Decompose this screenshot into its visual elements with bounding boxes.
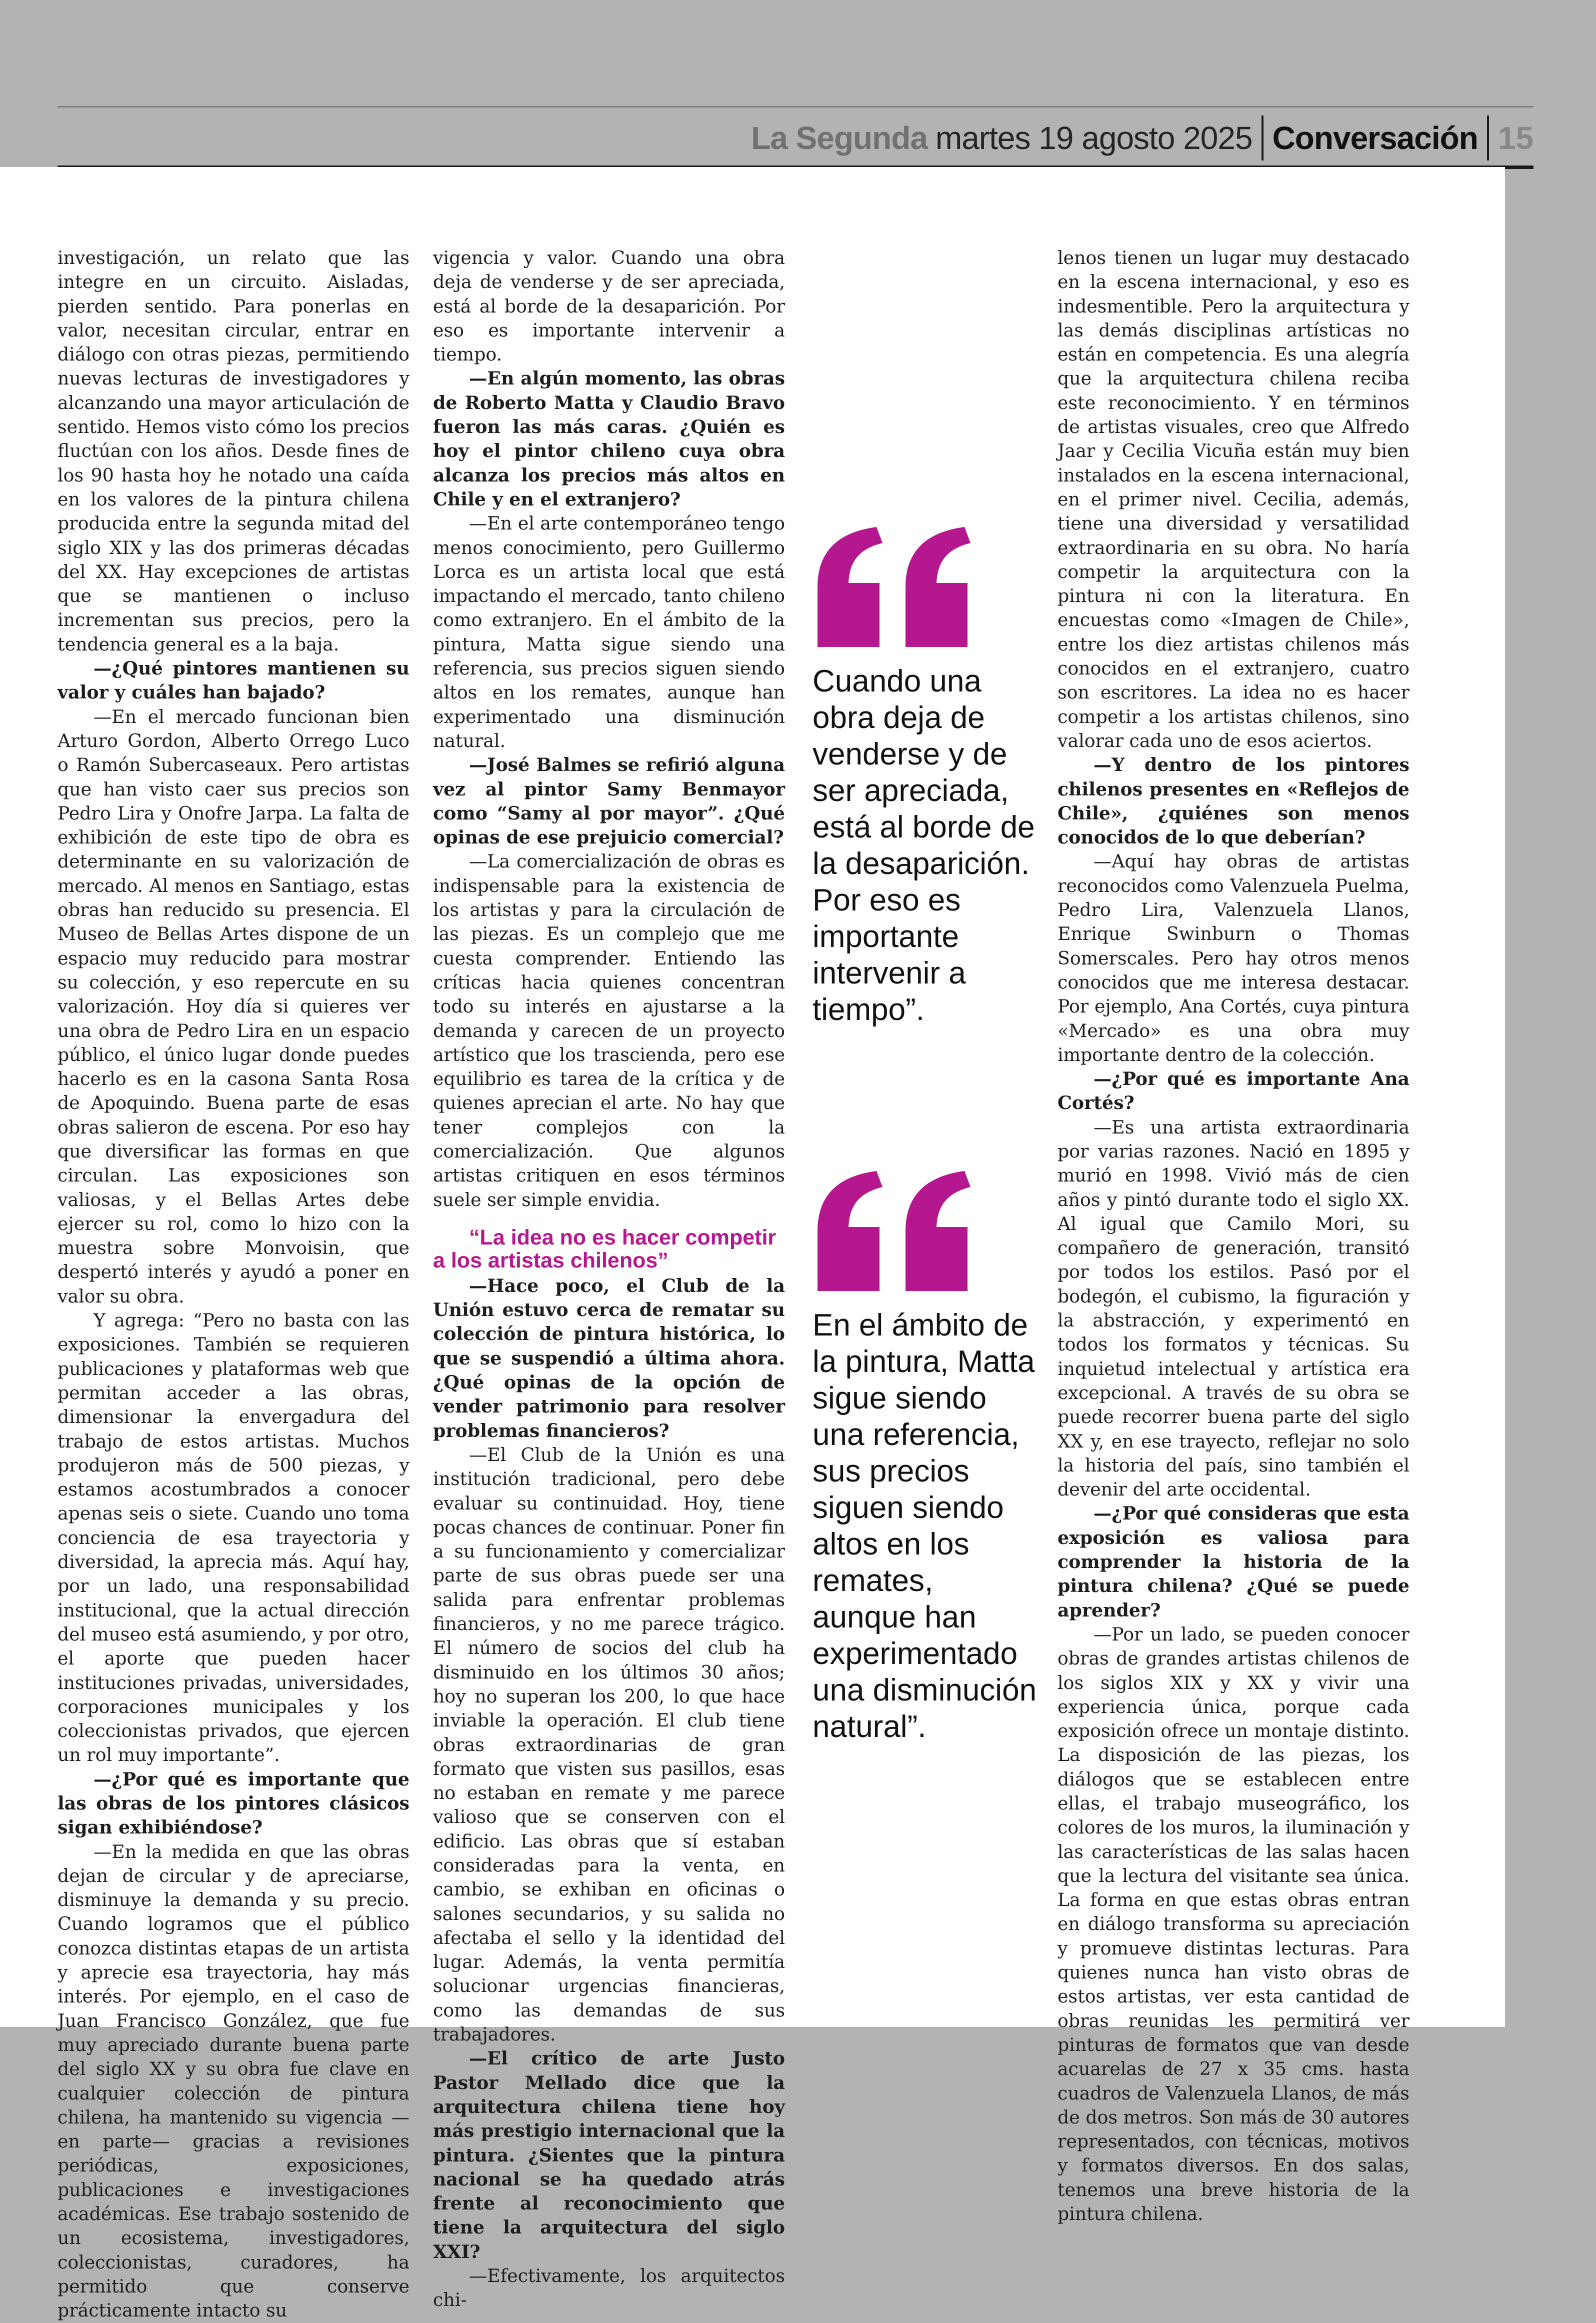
- article-paragraph: —Es una artista extraordinaria por varias razones. Nació en 1895 y murió en 1998. Vivió más de cien años y pintó durante todo el siglo XX. Al igual que Camilo Mori, su compañero de generación, transitó por todos los estilos. Pasó por el bodegón, el cubismo, la figuración y la abstracción, y experimentó en todos los formatos y técnicas. Su inquietud intelectual y artística era excepcional. A través de su obra se puede recorrer buena parte del siglo XX y, en ese trayecto, reflejar no solo la historia del país, sino también el devenir del arte occidental.: [1058, 1116, 1410, 1500]
- article-paragraph: lenos tienen un lugar muy destacado en la escena internacional, y eso es indesmentible. Pero la arquitectura y las demás disciplinas artísticas no están en competencia. Es una alegría que la arquitectura chilena reciba este reconocimiento. Y en términos de artistas visuales, creo que Alfredo Jaar y Cecilia Vicuña están muy bien instalados en la escena internacional, en el primer nivel. Cecilia, además, tiene una diversidad y versatilidad extraordinaria en su obra. No haría competir la arquitectura con la pintura ni con la literatura. En encuestas como «Imagen de Chile», entre los diez artistas chilenos más conocidos en el extranjero, cuatro son escritores. La idea no es hacer competir a los artistas chilenos, sino valorar cada uno de esos aciertos.: [1058, 247, 1410, 752]
- pull-quote-2: [812, 1171, 1042, 1745]
- article-paragraph: —La comercialización de obras es indispensable para la existencia de los artistas y para la circulación de las piezas. Es un complejo que me cuesta comprender. Entiendo las críticas hacia quienes concentran todo su interés en ajustarse a la demanda y carecen de un proyecto artístico que los trascienda, pero ese equilibrio es tarea de la crítica y de quienes aprecian el arte. No hay que tener complejos con la comercialización. Que algunos artistas critiquen en esos términos suele ser simple envidia.: [433, 850, 785, 1210]
- header-separator: [1487, 116, 1489, 160]
- article-paragraph: —Efectivamente, los arquitectos chi-: [433, 2265, 785, 2311]
- quote-mark-icon: [812, 527, 978, 647]
- article-column-2: [433, 246, 785, 2312]
- article-column-3: [1058, 246, 1410, 2226]
- article-paragraph: —En la medida en que las obras dejan de circular y de apreciarse, disminuye la demanda y su precio. Cuando logramos que el público conozca distintas etapas de un artista y aprecie esa trayectoria, hay más interés. Por ejemplo, en el caso de Juan Francisco González, que fue muy apreciado durante buena parte del siglo XX y su obra fue clave en cualquier colección de pintura chilena, ha mantenido su vigencia —en parte— gracias a revisiones periódicas, exposiciones, publicaciones e investigaciones académicas. Ese trabajo sostenido de un ecosistema, investigadores, coleccionistas, curadores, ha permitido que conserve prácticamente intacto su: [58, 1840, 410, 2322]
- article-paragraph: —En el arte contemporáneo tengo menos conocimiento, pero Guillermo Lorca es un artista local que está impactando el mercado, tanto chileno como extranjero. En el ámbito de la pintura, Matta sigue siendo una referencia, sus precios siguen siendo altos en los remates, aunque han experimentado una disminución natural.: [433, 512, 785, 752]
- page-number: 15: [1498, 120, 1534, 156]
- newspaper-name: La Segunda: [751, 120, 928, 156]
- article-page: [0, 167, 1505, 2322]
- quote-mark-icon: [812, 1171, 978, 1291]
- section-subheading: “La idea no es hacer competir a los artistas chilenos”: [433, 1225, 776, 1272]
- issue-date: martes 19 agosto 2025: [935, 120, 1252, 156]
- interview-question: —José Balmes se refirió alguna vez al pintor Samy Benmayor como “Samy al por mayor”. ¿Qué opinas de ese prejuicio comercial?: [433, 754, 785, 848]
- interview-question: —¿Por qué es importante que las obras de los pintores clásicos sigan exhibiéndose?: [58, 1768, 410, 1838]
- article-paragraph: vigencia y valor. Cuando una obra deja de venderse y de ser apreciada, está al borde de la desaparición. Por eso es importante intervenir a tiempo.: [433, 247, 785, 366]
- interview-question: —Y dentro de los pintores chilenos presentes en «Reflejos de Chile», ¿quiénes son menos conocidos de lo que deberían?: [1058, 754, 1410, 848]
- header-separator: [1262, 116, 1264, 160]
- pull-quote-1: [812, 527, 1042, 1028]
- article-paragraph: —El Club de la Unión es una institución tradicional, pero debe evaluar su continuidad. Hoy, tiene pocas chances de continuar. Poner fin a su funcionamiento y comercializar parte de sus obras puede ser una salida para enfrentar problemas financieros, y no me parece trágico. El número de socios del club ha disminuido en los últimos 30 años; hoy no superan los 200, lo que hace inviable la operación. El club tiene obras extraordinarias de gran formato que visten sus pasillos, esas no estaban en remate y me parece valioso que se conserven con el edificio. Las obras que sí estaban consideradas para la venta, en cambio, se exhiban en oficinas o salones secundarios, y su salida no afectaba el sello y la identidad del lugar. Además, la venta permitía solucionar urgencias financieras, como las demandas de sus trabajadores.: [433, 1444, 785, 2046]
- interview-question: —En algún momento, las obras de Roberto Matta y Claudio Bravo fueron las más caras. ¿Quién es hoy el pintor chileno cuya obra alcanza los precios más altos en Chile y en el extranjero?: [433, 368, 785, 510]
- interview-question: —¿Qué pintores mantienen su valor y cuáles han bajado?: [58, 658, 410, 704]
- page-header: [58, 106, 1534, 167]
- article-column-1: [58, 246, 410, 2323]
- interview-question: —¿Por qué consideras que esta exposición es valiosa para comprender la historia de la pintura chilena? ¿Qué se puede aprender?: [1058, 1502, 1410, 1621]
- interview-question: —El crítico de arte Justo Pastor Mellado dice que la arquitectura chilena tiene hoy más prestigio internacional que la pintura. ¿Sientes que la pintura nacional se ha quedado atrás frente al reconocimiento que tiene la arquitectura del siglo XXI?: [433, 2048, 785, 2262]
- article-paragraph: —En el mercado funcionan bien Arturo Gordon, Alberto Orrego Luco o Ramón Subercaseaux. Pero artistas que han visto caer sus precios son Pedro Lira y Onofre Jarpa. La falta de exhibición de este tipo de obra es determinante en su valorización de mercado. Al menos en Santiago, estas obras han reducido su presencia. El Museo de Bellas Artes dispone de un espacio muy reducido para mostrar su colección, y eso repercute en su valorización. Hoy día si quieres ver una obra de Pedro Lira en un espacio público, el único lugar donde puedes hacerlo es en la casona Santa Rosa de Apoquindo. Buena parte de esas obras salieron de escena. Por eso hay que diversificar las formas en que circulan. Las exposiciones son valiosas, y el Bellas Artes debe ejercer su rol, como lo hizo con la muestra sobre Monvoisin, que despertó interés y ayudó a poner en valor su obra.: [58, 706, 410, 1307]
- article-paragraph: investigación, un relato que las integre en un circuito. Aisladas, pierden sentido. Para ponerlas en valor, necesitan circular, entrar en diálogo con otras piezas, permitiendo nuevas lecturas de investigadores y alcanzando una mayor articulación de sentido. Hemos visto cómo los precios fluctúan con los años. Desde fines de los 90 hasta hoy he notado una caída en los valores de la pintura chilena producida entre la segunda mitad del siglo XIX y las dos primeras décadas del XX. Hay excepciones de artistas que se mantienen o incluso incrementan sus precios, pero la tendencia general es a la baja.: [58, 247, 410, 655]
- header-bar: [751, 116, 1534, 160]
- article-paragraph: —Aquí hay obras de artistas reconocidos como Valenzuela Puelma, Pedro Lira, Valenzuela Llanos, Enrique Swinburn o Thomas Somerscales. Pero hay otros menos conocidos que me interesa destacar. Por ejemplo, Ana Cortés, cuya pintura «Mercado» es una obra muy importante dentro de la colección.: [1058, 850, 1410, 1066]
- article-paragraph: —Por un lado, se pueden conocer obras de grandes artistas chilenos de los siglos XIX y XX y vivir una experiencia única, porque cada exposición ofrece un montaje distinto. La disposición de las piezas, los diálogos que se establecen entre ellas, el trabajo museográfico, los colores de los muros, la iluminación y las características de las salas hacen que la lectura del visitante sea única. La forma en que estas obras entran en diálogo transforma su apreciación y promueve distintas lecturas. Para quienes nunca han visto obras de estos artistas, ver esta cantidad de obras reunidas les permitirá ver pinturas de formatos que van desde acuarelas de 27 x 35 cms. hasta cuadros de Valenzuela Llanos, de más de dos metros. Son más de 30 autores representados, con técnicas, motivos y formatos diversos. En dos salas, tenemos una breve historia de la pintura chilena.: [1058, 1623, 1410, 2225]
- interview-question: —¿Por qué es importante Ana Cortés?: [1058, 1068, 1410, 1114]
- section-name: Conversación: [1272, 120, 1478, 156]
- article-paragraph: Y agrega: “Pero no basta con las exposiciones. También se requieren publicaciones y plataformas web que permitan acceder a las obras, dimensionar la envergadura del trabajo de estos artistas. Muchos produjeron más de 500 piezas, y estamos acostumbrados a conocer apenas seis o siete. Cuando uno toma conciencia de esa trayectoria y diversidad, la aprecia más. Aquí hay, por un lado, una responsabilidad institucional, que la actual dirección del museo está asumiendo, y por otro, el aporte que pueden hacer instituciones privadas, universidades, corporaciones municipales y los coleccionistas privados, que ejercen un rol muy importante”.: [58, 1310, 410, 1766]
- pull-quote-text: Cuando una obra deja de venderse y de ser apreciada, está al borde de la desaparición. Por eso es importante intervenir a tiempo”.: [812, 664, 1035, 1027]
- pull-quote-text: En el ámbito de la pintura, Matta sigue siendo una referencia, sus precios siguen siendo altos en los remates, aunque han experimentado una disminución natural”.: [812, 1308, 1037, 1744]
- interview-question: —Hace poco, el Club de la Unión estuvo cerca de rematar su colección de pintura histórica, lo que se suspendió a última ahora. ¿Qué opinas de la opción de vender patrimonio para resolver problemas financieros?: [433, 1274, 785, 1442]
